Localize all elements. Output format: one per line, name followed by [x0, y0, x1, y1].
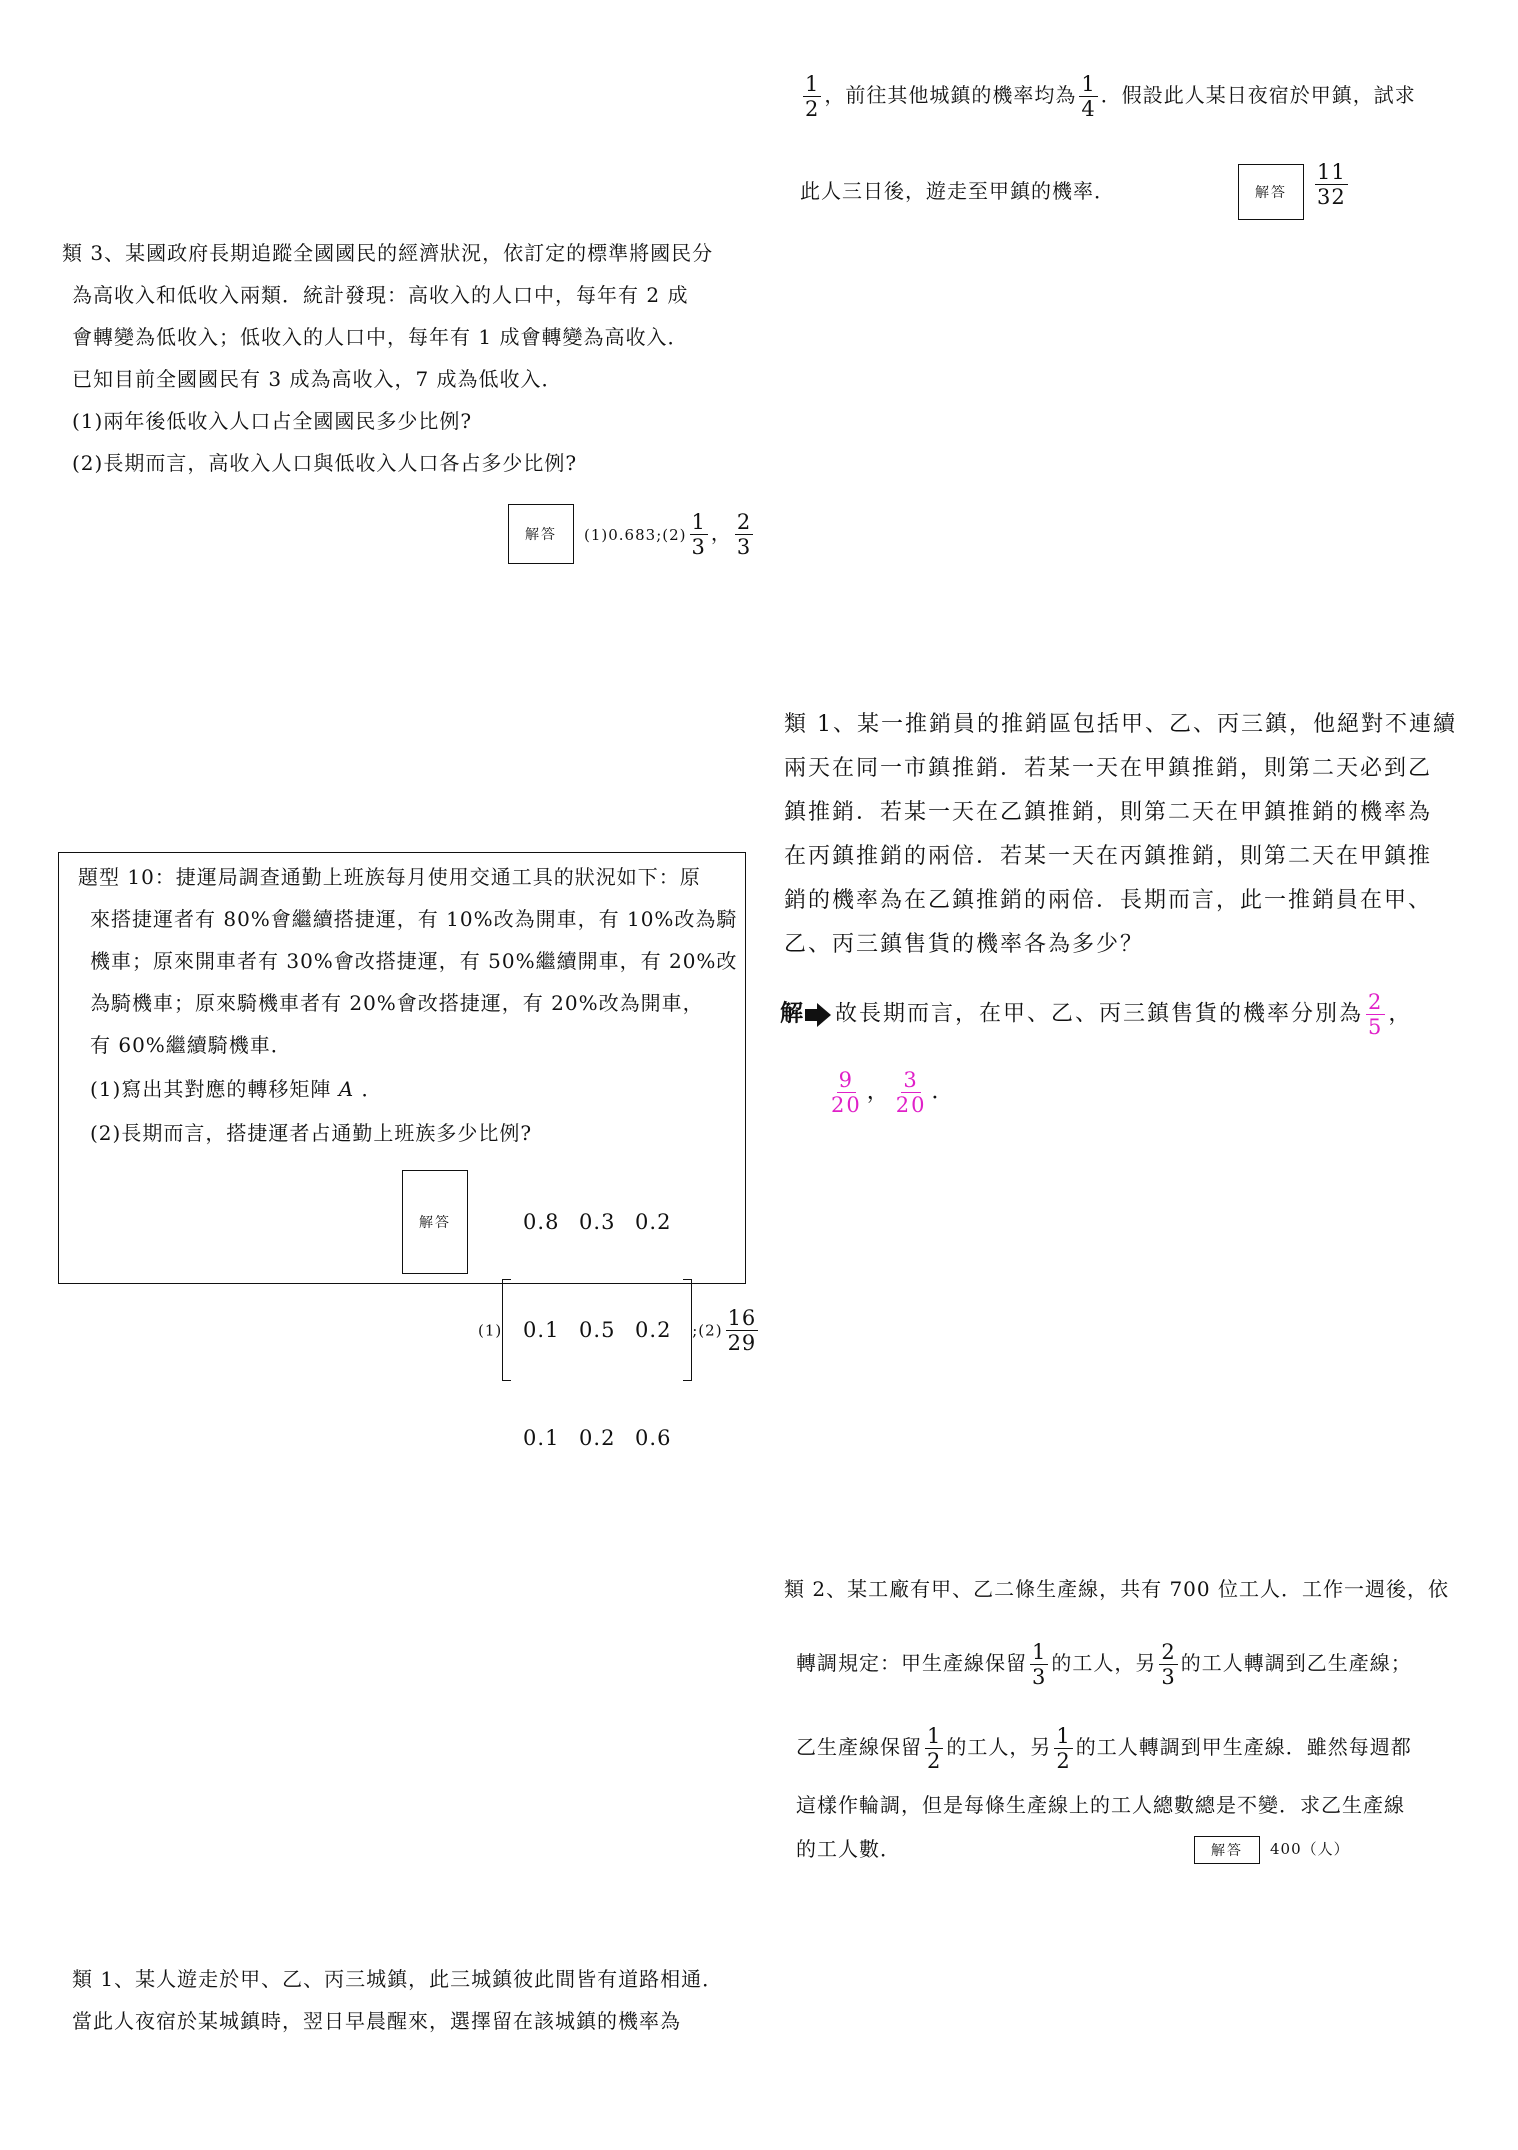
- q1r-line-6: 乙、丙三鎮售貨的機率各為多少？: [784, 932, 1145, 957]
- fraction-quarter: $\frac{1}{4}$: [1081, 72, 1096, 121]
- q1r-line-3: 鎮推銷．若某一天在乙鎮推銷，則第二天在甲鎮推銷的機率為: [784, 800, 1433, 825]
- q1l-line-1: 類 1、某人遊走於甲、乙、丙三城鎮，此三城鎮彼此間皆有道路相通．: [72, 1967, 724, 1991]
- q3-line-6: (2)長期而言，高收入人口與低收入人口各占多少比例?: [72, 451, 578, 475]
- q1r-solution-2: $\frac{9}{20}$ ， $\frac{3}{20}$ ．: [831, 1068, 956, 1117]
- q3-answer: (1)0.683;(2) $\frac{1}{3}$ ， $\frac{2}{3}$: [584, 510, 752, 559]
- qt10-line-7: (2)長期而言，搭捷運者占通勤上班族多少比例?: [90, 1121, 533, 1145]
- answer-label-box: 解答: [1238, 164, 1304, 220]
- answer-label-box: 解答: [1194, 1836, 1260, 1864]
- q3-line-2: 為高收入和低收入兩類．統計發現：高收入的人口中，每年有 2 成: [72, 283, 689, 307]
- q1r-line-5: 銷的機率為在乙鎮推銷的兩倍．長期而言，此一推銷員在甲、: [784, 888, 1433, 913]
- fraction-half: $\frac{1}{2}$: [805, 72, 820, 121]
- q1r-line-1: 類 1、某一推銷員的推銷區包括甲、乙、丙三鎮，他絕對不連續: [784, 712, 1457, 737]
- arrow-right-icon: [817, 1003, 831, 1027]
- q1r-line-2: 兩天在同一市鎮推銷．若某一天在甲鎮推銷，則第二天必到乙: [784, 756, 1433, 781]
- qt10-line-1: 題型 10：捷運局調查通勤上班族每月使用交通工具的狀況如下：原: [78, 865, 701, 889]
- q1l-line-2: 當此人夜宿於某城鎮時，翌日早晨醒來，選擇留在該城鎮的機率為: [72, 2009, 681, 2033]
- top-right-answer: $\frac{11}{32}$: [1317, 160, 1346, 209]
- q3-line-1: 類 3、某國政府長期追蹤全國國民的經濟狀況，依訂定的標準將國民分: [62, 241, 714, 265]
- qt10-answer: (1) 0.8 0.3 0.2 0.1 0.5 0.2 0.1 0.2 0.6 ;(2) $\frac{16}{29}$: [478, 1170, 761, 1490]
- arrow-icon: [805, 1009, 817, 1021]
- q2r-line-5: 的工人數．: [796, 1837, 901, 1861]
- answer-label-box: 解答: [402, 1170, 468, 1274]
- q2r-answer: 400（人）: [1270, 1840, 1350, 1858]
- answer-label-box: 解答: [508, 504, 574, 564]
- qt10-line-5: 有 60%繼續騎機車．: [90, 1033, 292, 1057]
- q2r-line-3: 乙生產線保留 $\frac{1}{2}$ 的工人，另 $\frac{1}{2}$ 的工人轉調到甲生產線．雖然每週都: [796, 1724, 1412, 1773]
- q1r-solution: 解 故長期而言，在甲、乙、丙三鎮售貨的機率分別為 $\frac{2}{5}$ ，: [780, 990, 1413, 1039]
- q2r-line-1: 類 2、某工廠有甲、乙二條生產線，共有 700 位工人．工作一週後，依: [784, 1577, 1449, 1601]
- q2r-line-2: 轉調規定：甲生產線保留 $\frac{1}{3}$ 的工人，另 $\frac{2}{3}$ 的工人轉調到乙生產線；: [796, 1640, 1412, 1689]
- q3-line-5: (1)兩年後低收入人口占全國國民多少比例?: [72, 409, 473, 433]
- top-right-line-2: 此人三日後，遊走至甲鎮的機率．: [800, 179, 1115, 203]
- qt10-line-3: 機車；原來開車者有 30%會改搭捷運，有 50%繼續開車，有 20%改: [90, 949, 738, 973]
- q3-line-3: 會轉變為低收入；低收入的人口中，每年有 1 成會轉變為高收入．: [72, 325, 689, 349]
- qt10-line-4: 為騎機車；原來騎機車者有 20%會改搭捷運，有 20%改為開車，: [90, 991, 704, 1015]
- q3-line-4: 已知目前全國國民有 3 成為高收入，7 成為低收入．: [72, 367, 563, 391]
- transition-matrix: 0.8 0.3 0.2 0.1 0.5 0.2 0.1 0.2 0.6: [502, 1170, 692, 1490]
- qt10-line-2: 來搭捷運者有 80%會繼續搭捷運，有 10%改為開車，有 10%改為騎: [90, 907, 738, 931]
- top-right-line-1: $\frac{1}{2}$ ，前往其他城鎮的機率均為 $\frac{1}{4}$ ．假設此人某日夜宿於甲鎮，試求: [805, 72, 1416, 121]
- q1r-line-4: 在丙鎮推銷的兩倍．若某一天在丙鎮推銷，則第二天在甲鎮推: [784, 844, 1433, 869]
- qt10-line-6: (1)寫出其對應的轉移矩陣 A ．: [90, 1077, 383, 1101]
- q2r-line-4: 這樣作輪調，但是每條生產線上的工人總數總是不變．求乙生產線: [796, 1793, 1405, 1817]
